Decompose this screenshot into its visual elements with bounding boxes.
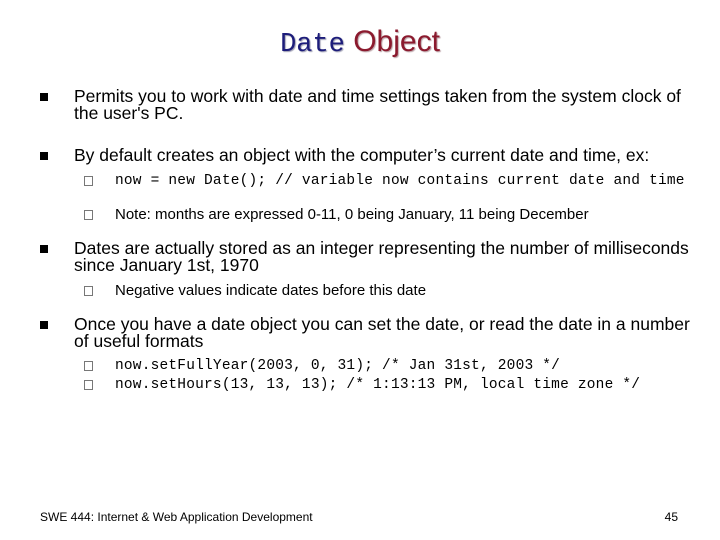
bullet-4-sub-1-text: now.setFullYear(2003, 0, 31); /* Jan 31st, 2003 */	[115, 358, 561, 374]
bullet-2-sub-2-text: Note: months are expressed 0-11, 0 being January, 11 being December	[115, 206, 589, 223]
footer-page-number: 45	[664, 510, 678, 524]
bullet-3-sub-1-text: Negative values indicate dates before this date	[115, 282, 427, 299]
slide-title-word: Object	[353, 25, 440, 58]
bullet-4-text: Once you have a date object you can set the date, or read the date in a number of useful formats	[74, 314, 690, 351]
box-bullet-icon	[84, 361, 93, 371]
slide-title-code: Date	[280, 30, 345, 60]
square-bullet-icon	[40, 93, 48, 101]
box-bullet-icon	[84, 286, 93, 296]
square-bullet-icon	[40, 321, 48, 329]
square-bullet-icon	[40, 152, 48, 160]
bullet-4-sub-2-text: now.setHours(13, 13, 13); /* 1:13:13 PM, local time zone */	[115, 377, 641, 393]
bullet-2-text: By default creates an object with the computer’s current date and time, ex:	[74, 145, 650, 165]
bullet-3-text: Dates are actually stored as an integer representing the number of milliseconds since January 1st, 1970	[74, 238, 689, 275]
bullet-2-sub-1-text: now = new Date(); // variable now contains current date and time	[115, 173, 685, 189]
box-bullet-icon	[84, 176, 93, 186]
square-bullet-icon	[40, 245, 48, 253]
slide-title	[0, 24, 720, 63]
footer-course: SWE 444: Internet & Web Application Development	[40, 510, 313, 524]
bullet-1-text: Permits you to work with date and time settings taken from the system clock of the user's PC.	[74, 86, 681, 123]
box-bullet-icon	[84, 210, 93, 220]
box-bullet-icon	[84, 380, 93, 390]
